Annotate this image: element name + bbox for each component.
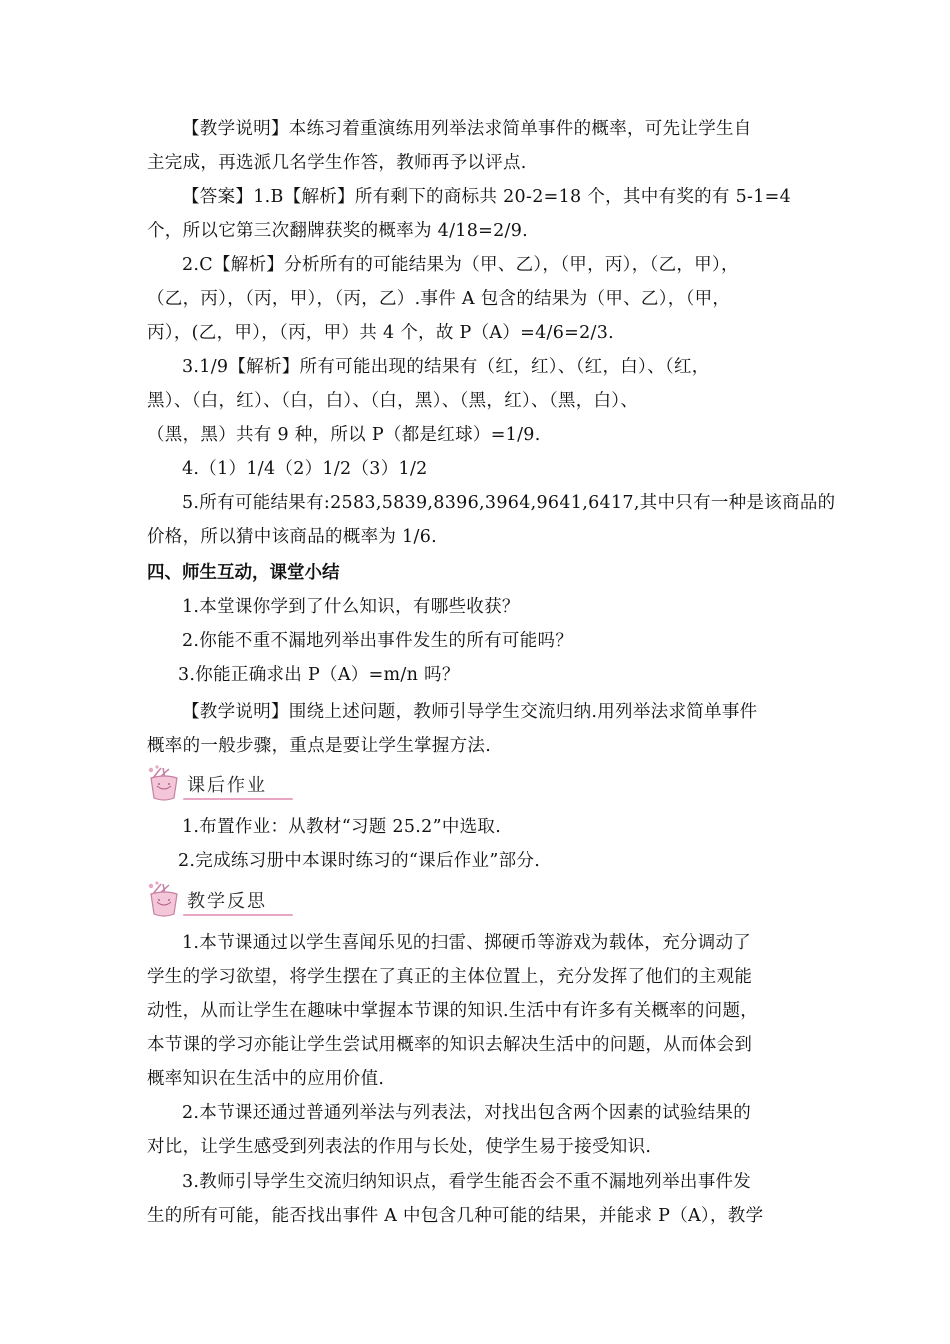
banner-underline [183,798,293,800]
reflection-line: 1.本节课通过以学生喜闻乐见的扫雷、掷硬币等游戏为载体，充分调动了 [182,933,752,953]
answer-line: 丙），(乙，甲），（丙，甲）共 4 个，故 P（A）=4/6=2/3. [147,323,615,343]
homework-title: 课后作业 [187,775,267,796]
homework-banner [143,764,293,804]
reflection-line: 概率知识在生活中的应用价值. [147,1069,385,1089]
answer-line: 【答案】1.B【解析】所有剩下的商标共 20-2=18 个，其中有奖的有 5-1=4 [182,187,792,207]
pen-holder-icon [143,764,187,804]
reflection-line: 2.本节课还通过普通列举法与列表法，对找出包含两个因素的试验结果的 [182,1103,752,1123]
answer-line: 价格，所以猜中该商品的概率为 1/6. [147,527,437,547]
homework-item: 1.布置作业：从教材“习题 25.2”中选取. [182,817,502,837]
answer-line: （黑，黑）共有 9 种，所以 P（都是红球）=1/9. [147,425,541,445]
answer-line: 黑）、（白，红）、（白，白）、（白，黑）、（黑，红）、（黑，白）、 [147,391,639,411]
answer-line: 2.C【解析】分析所有的可能结果为（甲、乙），（甲，丙），（乙，甲）， [182,255,739,275]
answer-line: 3.1/9【解析】所有可能出现的结果有（红，红）、（红，白）、（红， [182,357,710,377]
teaching-note-line: 【教学说明】围绕上述问题，教师引导学生交流归纳.用列举法求简单事件 [182,702,758,722]
reflection-line: 本节课的学习亦能让学生尝试用概率的知识去解决生活中的问题，从而体会到 [147,1035,753,1055]
reflection-line: 生的所有可能，能否找出事件 A 中包含几种可能的结果，并能求 P（A），教学 [147,1206,764,1226]
question-line: 1.本堂课你学到了什么知识，有哪些收获？ [182,597,520,617]
reflection-line: 对比，让学生感受到列表法的作用与长处，使学生易于接受知识. [147,1137,652,1157]
reflection-line: 3.教师引导学生交流归纳知识点，看学生能否会不重不漏地列举出事件发 [182,1172,752,1192]
reflection-title: 教学反思 [187,891,267,912]
question-line: 3.你能正确求出 P（A）=m/n 吗？ [178,665,460,685]
teaching-note-line: 概率的一般步骤，重点是要让学生掌握方法. [147,736,492,756]
reflection-banner [143,880,293,920]
teaching-note-line: 主完成，再选派几名学生作答，教师再予以评点. [147,153,527,173]
reflection-line: 动性，从而让学生在趣味中掌握本节课的知识.生活中有许多有关概率的问题， [147,1001,759,1021]
answer-line: 5.所有可能结果有:2583,5839,8396,3964,9641,6417,其中只有一种是该商品的 [182,493,836,513]
answer-line: （乙，丙），（丙，甲），（丙，乙）.事件 A 包含的结果为（甲、乙），（甲， [147,289,731,309]
homework-item: 2.完成练习册中本课时练习的“课后作业”部分. [178,851,541,871]
teaching-note-line: 【教学说明】本练习着重演练用列举法求简单事件的概率，可先让学生自 [182,119,752,139]
banner-underline [183,914,293,916]
pen-holder-icon [143,880,187,920]
question-line: 2.你能不重不漏地列举出事件发生的所有可能吗？ [182,631,574,651]
section-heading: 四、师生互动，课堂小结 [147,563,340,583]
answer-line: 4.（1）1/4（2）1/2（3）1/2 [182,459,428,479]
answer-line: 个，所以它第三次翻牌获奖的概率为 4/18=2/9. [147,221,529,241]
reflection-line: 学生的学习欲望，将学生摆在了真正的主体位置上，充分发挥了他们的主观能 [147,967,753,987]
